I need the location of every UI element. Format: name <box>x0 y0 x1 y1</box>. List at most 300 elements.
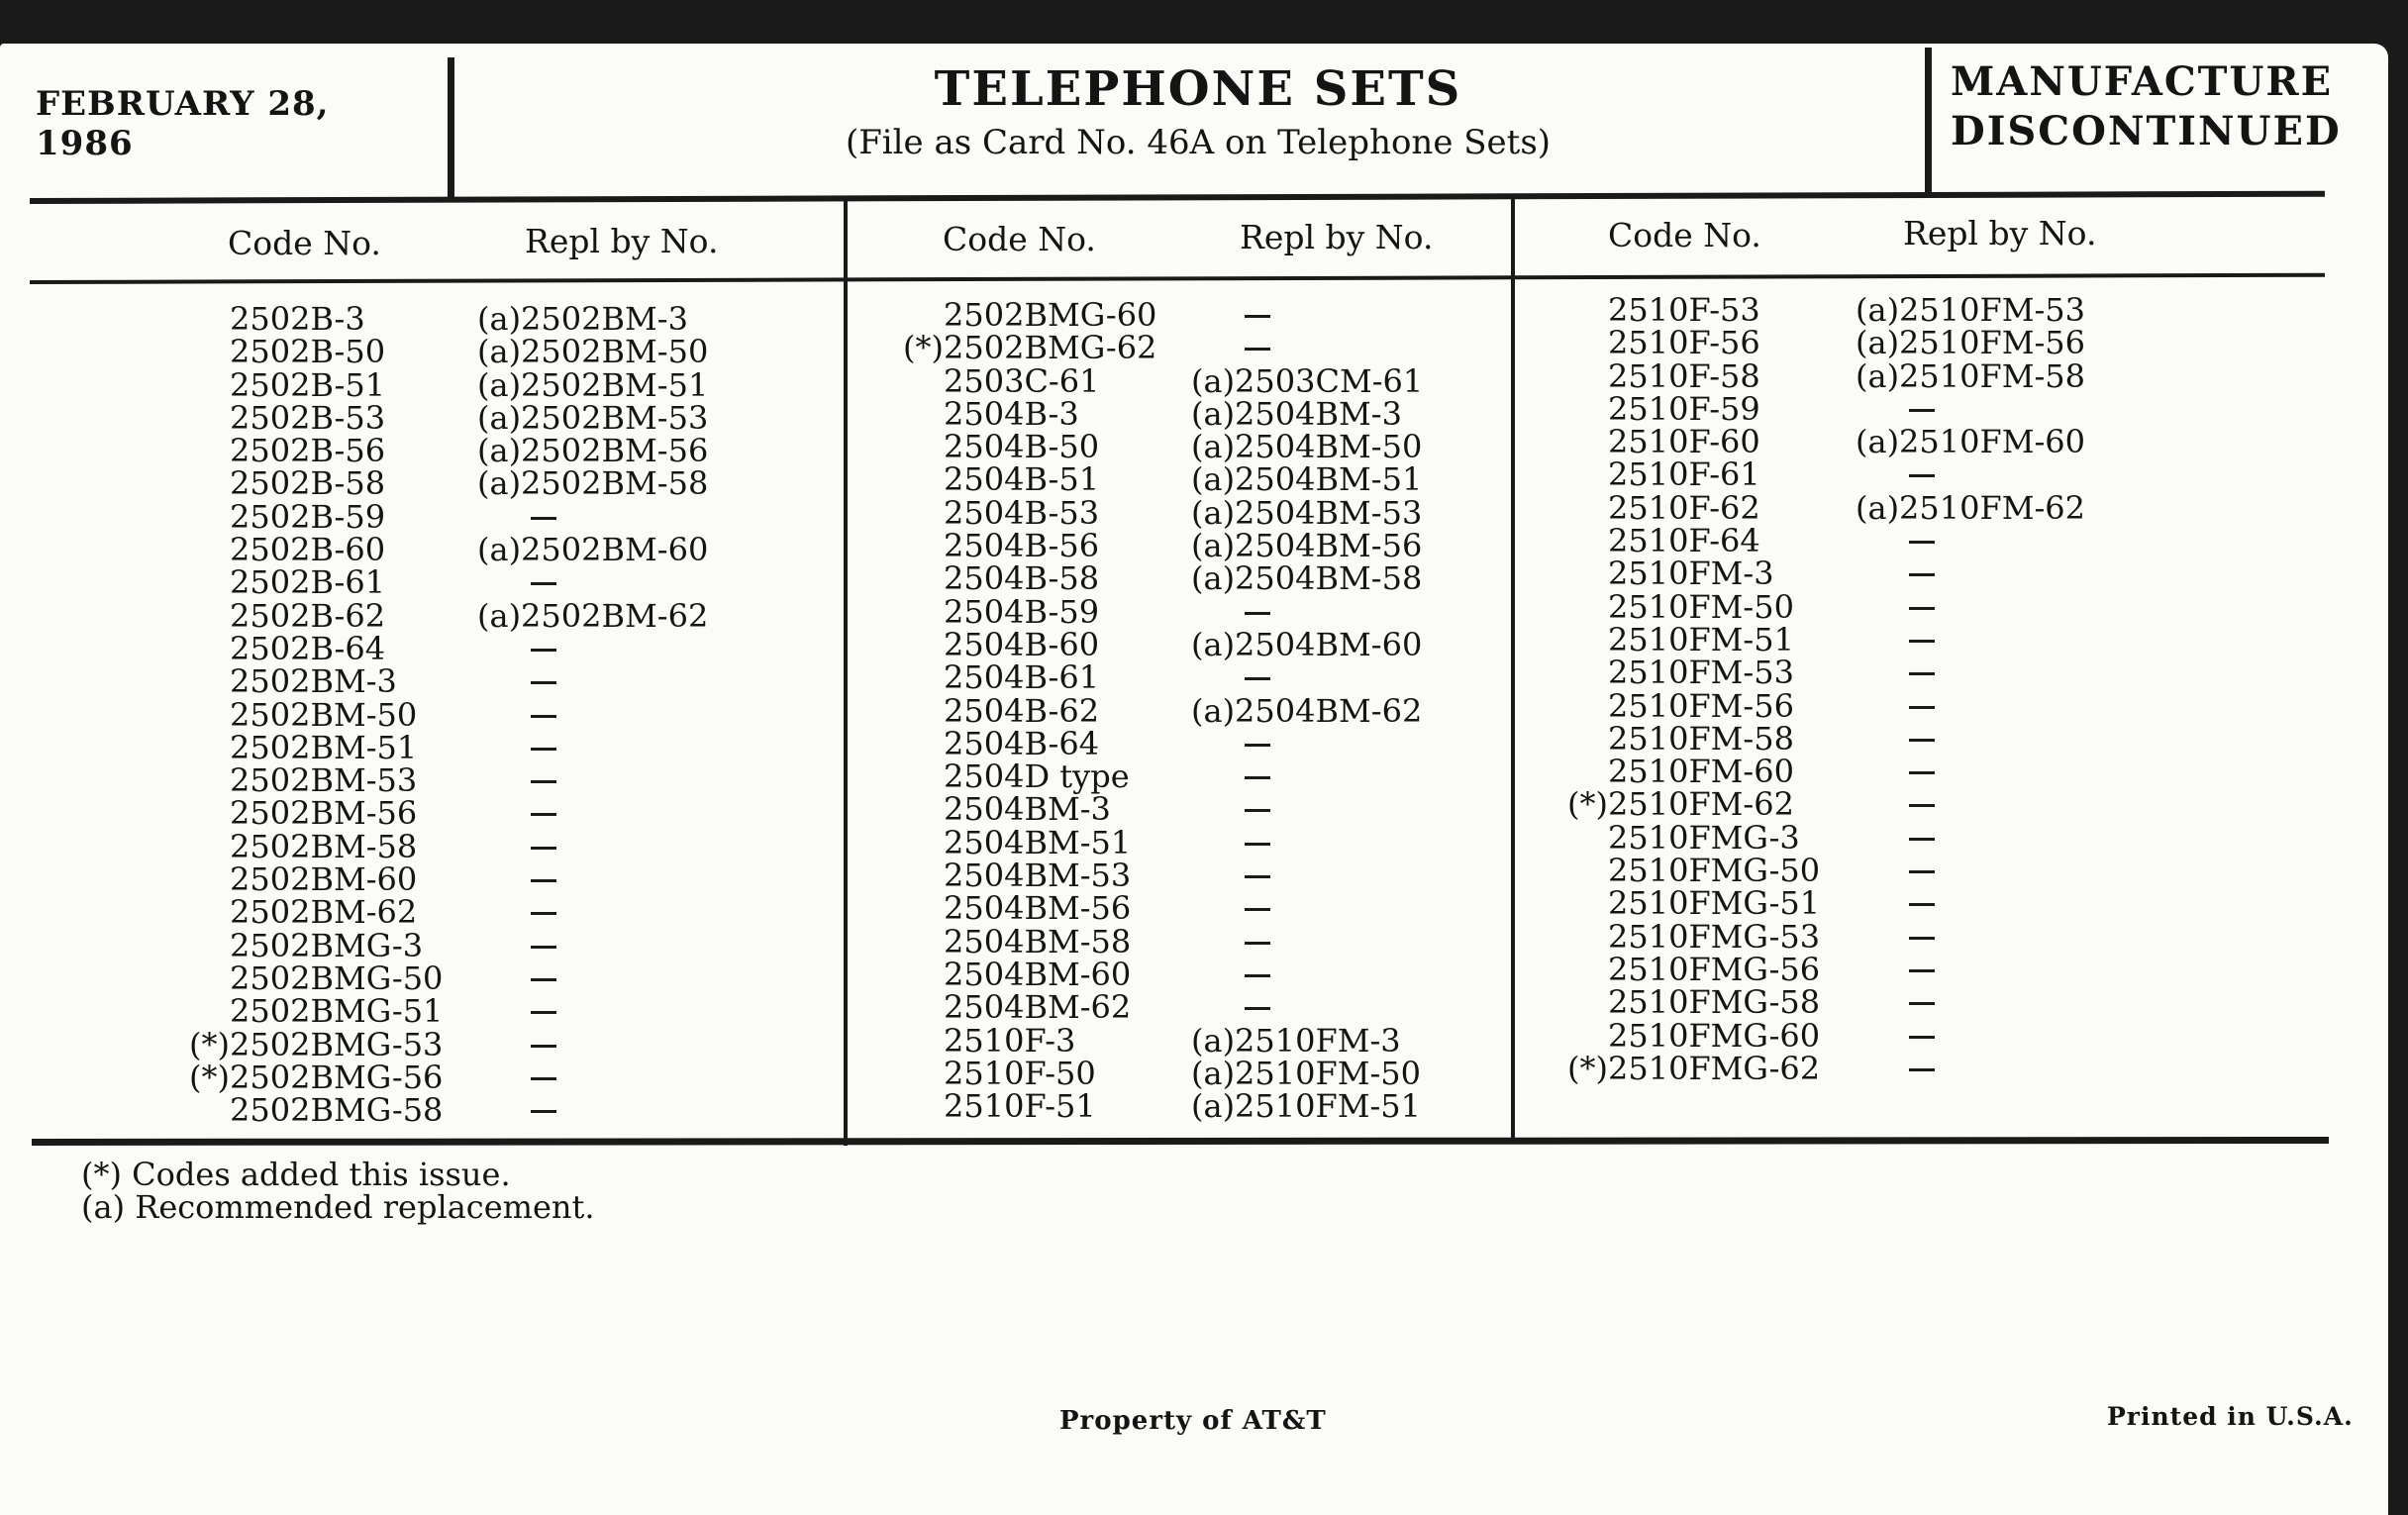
col2-repl-header: Repl by No. <box>1240 218 1434 256</box>
table-row <box>230 860 745 899</box>
table-row <box>944 922 1458 960</box>
code-text: 2510F-56 <box>1608 324 1760 362</box>
title-block <box>465 57 1931 162</box>
table-row <box>1608 686 2123 725</box>
code-number <box>230 333 477 371</box>
replacement-number: (a)2504BM-50 <box>1191 428 1423 466</box>
table-row <box>230 992 745 1031</box>
table-row <box>230 827 745 865</box>
no-replacement-dash <box>1856 954 2123 986</box>
code-number <box>230 596 477 635</box>
no-replacement-dash <box>477 764 745 797</box>
no-replacement-dash <box>477 831 745 863</box>
code-text: 2502B-56 <box>230 432 386 470</box>
code-text: 2502BM-60 <box>230 860 418 899</box>
code-text: 2510FM-53 <box>1608 654 1794 692</box>
replacement-number: (a)2502BM-62 <box>477 596 709 635</box>
code-text: 2510F-51 <box>944 1087 1096 1126</box>
code-number <box>944 758 1191 796</box>
header-divider-right <box>1925 48 1932 192</box>
code-text: 2510FMG-53 <box>1608 917 1821 956</box>
col3-code-header: Code No. <box>1608 216 1761 254</box>
code-number <box>230 531 477 569</box>
replacement-number: (a)2502BM-50 <box>477 333 709 371</box>
no-replacement-dash <box>477 566 745 599</box>
column-divider-1 <box>844 201 848 1146</box>
no-replacement-dash <box>1856 822 2123 855</box>
dash-mark <box>1245 612 1270 615</box>
no-replacement-dash <box>1191 926 1458 959</box>
code-text: 2504B-62 <box>944 691 1100 730</box>
no-replacement-dash <box>1191 991 1458 1024</box>
code-number <box>230 1091 477 1130</box>
code-number <box>944 857 1191 895</box>
code-number <box>230 926 477 964</box>
table-row <box>230 629 745 667</box>
dash-mark <box>1909 474 1935 477</box>
footnote-recommended: (a) Recommended replacement. <box>81 1188 595 1226</box>
code-text: 2510FM-50 <box>1608 587 1794 626</box>
page-title: TELEPHONE SETS <box>934 61 1462 117</box>
code-text: 2504B-51 <box>944 460 1100 499</box>
table-row <box>1608 389 2123 428</box>
code-number <box>944 460 1191 499</box>
code-number <box>1608 455 1856 494</box>
footnotes <box>81 1156 595 1226</box>
code-text: 2510F-58 <box>1608 356 1760 395</box>
table-row <box>944 592 1458 631</box>
replacement-number: (a)2510FM-51 <box>1191 1087 1421 1126</box>
dash-mark <box>531 715 556 718</box>
table-row <box>1608 620 2123 658</box>
no-replacement-dash <box>477 1061 745 1094</box>
code-text: 2510FMG-62 <box>1608 1049 1821 1087</box>
table-row <box>1608 917 2123 956</box>
table-row <box>230 959 745 997</box>
table-row <box>944 1021 1458 1060</box>
code-text: 2502B-53 <box>230 398 386 437</box>
code-number <box>944 988 1191 1027</box>
no-replacement-dash <box>1191 661 1458 694</box>
code-number <box>1608 917 1856 956</box>
code-number <box>1608 324 1856 362</box>
table-row <box>230 695 745 734</box>
table-row <box>944 724 1458 762</box>
code-number <box>944 724 1191 762</box>
code-text: 2502B-61 <box>230 563 386 602</box>
table-row <box>944 296 1458 334</box>
table-row <box>1608 884 2123 923</box>
code-number <box>230 497 477 536</box>
code-text: 2502B-64 <box>230 629 386 667</box>
code-text: 2504BM-53 <box>944 857 1132 895</box>
no-replacement-dash <box>1856 656 2123 689</box>
code-number <box>1608 686 1856 725</box>
code-number <box>230 860 477 899</box>
col2-code-header: Code No. <box>943 220 1096 258</box>
replacement-number: (a)2504BM-51 <box>1191 460 1423 499</box>
code-text: 2502BM-62 <box>230 893 418 932</box>
no-replacement-dash <box>1191 793 1458 826</box>
code-number <box>230 761 477 800</box>
table-row <box>944 428 1458 466</box>
table-row <box>944 493 1458 532</box>
dash-mark <box>531 813 556 816</box>
code-number <box>1608 423 1856 461</box>
code-number <box>1608 852 1856 890</box>
table-row <box>230 464 745 503</box>
table-row <box>944 955 1458 993</box>
code-number <box>1608 389 1856 428</box>
code-number <box>944 527 1191 565</box>
code-text: 2504B-56 <box>944 527 1100 565</box>
code-text: 2502B-59 <box>230 497 386 536</box>
code-list-column-1 <box>189 300 745 1130</box>
code-text: 2504B-60 <box>944 625 1100 663</box>
replacement-number: (a)2504BM-60 <box>1191 625 1423 663</box>
code-text: 2504B-53 <box>944 493 1100 532</box>
code-text: 2510F-50 <box>944 1054 1096 1092</box>
code-number <box>230 464 477 503</box>
table-row <box>944 460 1458 499</box>
code-text: 2502B-50 <box>230 333 386 371</box>
status-line-2: DISCONTINUED <box>1951 108 2342 154</box>
table-row <box>903 329 1458 367</box>
dash-mark <box>1245 875 1270 878</box>
table-row <box>230 398 745 437</box>
table-row <box>944 527 1458 565</box>
no-replacement-dash <box>477 501 745 534</box>
code-number <box>230 794 477 833</box>
col1-repl-header: Repl by No. <box>525 222 719 260</box>
code-text: 2510F-64 <box>1608 522 1760 560</box>
code-text: 2510FMG-58 <box>1608 983 1821 1022</box>
code-text: 2504BM-60 <box>944 955 1132 993</box>
dash-mark <box>531 780 556 783</box>
code-list-column-3 <box>1567 291 2123 1087</box>
code-text: 2502BMG-50 <box>230 959 444 997</box>
dash-mark <box>1909 838 1935 841</box>
replacement-number: (a)2510FM-62 <box>1856 488 2085 527</box>
no-replacement-dash <box>1856 624 2123 656</box>
code-number <box>1608 555 1856 593</box>
table-row <box>944 361 1458 400</box>
no-replacement-dash <box>1856 986 2123 1019</box>
table-row <box>1608 423 2123 461</box>
dash-mark <box>1909 672 1935 675</box>
dash-mark <box>1245 843 1270 846</box>
no-replacement-dash <box>1856 788 2123 821</box>
table-row <box>1608 753 2123 791</box>
code-text: 2504B-50 <box>944 428 1100 466</box>
replacement-number: (a)2510FM-3 <box>1191 1021 1401 1060</box>
no-replacement-dash <box>477 633 745 665</box>
no-replacement-dash <box>1856 393 2123 426</box>
code-text: 2510F-60 <box>1608 423 1760 461</box>
code-text: 2504D type <box>944 758 1130 796</box>
code-text: 2510FMG-60 <box>1608 1016 1821 1055</box>
code-number <box>189 1058 477 1096</box>
code-text: 2510FM-56 <box>1608 686 1794 725</box>
table-row <box>230 432 745 470</box>
table-row <box>944 625 1458 663</box>
code-number <box>230 827 477 865</box>
code-text: 2502BMG-58 <box>230 1091 444 1130</box>
code-text: 2504B-58 <box>944 559 1100 598</box>
code-number <box>1608 291 1856 329</box>
code-text: 2504B-64 <box>944 724 1100 762</box>
dash-mark <box>1245 677 1270 680</box>
no-replacement-dash <box>477 962 745 995</box>
code-number <box>230 365 477 404</box>
code-text: 2502B-3 <box>230 300 365 338</box>
code-number <box>1608 983 1856 1022</box>
table-row <box>230 531 745 569</box>
code-text: 2510FMG-3 <box>1608 818 1800 857</box>
dash-mark <box>1909 903 1935 906</box>
table-row <box>1608 555 2123 593</box>
no-replacement-dash <box>1191 959 1458 991</box>
code-text: 2510FM-58 <box>1608 719 1794 758</box>
code-number <box>944 1087 1191 1126</box>
code-number <box>944 955 1191 993</box>
code-number <box>230 959 477 997</box>
code-number <box>1608 356 1856 395</box>
dash-mark <box>1245 315 1270 318</box>
code-number <box>230 695 477 734</box>
code-number <box>230 300 477 338</box>
col1-code-header: Code No. <box>228 224 381 262</box>
dash-mark <box>531 879 556 882</box>
replacement-number: (a)2502BM-53 <box>477 398 709 437</box>
dash-mark <box>531 681 556 684</box>
table-row <box>1608 719 2123 758</box>
code-number <box>230 563 477 602</box>
code-number <box>1608 719 1856 758</box>
dash-mark <box>1909 607 1935 610</box>
replacement-number: (a)2504BM-56 <box>1191 527 1423 565</box>
code-text: 2510FM-51 <box>1608 620 1794 658</box>
header-divider-left <box>448 57 454 202</box>
dash-mark <box>531 517 556 520</box>
code-text: 2502BM-58 <box>230 827 418 865</box>
no-replacement-dash <box>1856 591 2123 624</box>
dash-mark <box>531 912 556 915</box>
dash-mark <box>1909 739 1935 742</box>
table-row <box>230 728 745 766</box>
table-row <box>1608 587 2123 626</box>
code-number <box>944 296 1191 334</box>
replacement-number: (a)2504BM-3 <box>1191 394 1402 433</box>
table-row <box>230 300 745 338</box>
code-text: 2510FM-60 <box>1608 753 1794 791</box>
no-replacement-dash <box>1856 458 2123 491</box>
code-text: 2510F-62 <box>1608 488 1760 527</box>
code-text: 2510F-53 <box>1608 291 1760 329</box>
code-number <box>944 361 1191 400</box>
code-text: 2510FMG-56 <box>1608 950 1821 988</box>
code-number <box>1608 753 1856 791</box>
code-number <box>944 559 1191 598</box>
table-row <box>1608 522 2123 560</box>
replacement-number: (a)2502BM-56 <box>477 432 709 470</box>
page-subtitle: (File as Card No. 46A on Telephone Sets) <box>845 123 1552 162</box>
no-replacement-dash <box>1856 525 2123 557</box>
replacement-number: (a)2504BM-62 <box>1191 691 1423 730</box>
table-row <box>189 1025 745 1063</box>
code-number <box>230 992 477 1031</box>
code-number <box>1608 654 1856 692</box>
dash-mark <box>531 1077 556 1080</box>
table-row <box>1608 818 2123 857</box>
table-row <box>944 823 1458 861</box>
code-text: 2504BM-58 <box>944 922 1132 960</box>
dash-mark <box>1909 937 1935 940</box>
code-text: 2504BM-51 <box>944 823 1132 861</box>
table-row <box>944 658 1458 697</box>
code-number <box>189 1025 477 1063</box>
replacement-number: (a)2502BM-3 <box>477 300 688 338</box>
code-number <box>944 790 1191 829</box>
no-replacement-dash <box>477 699 745 732</box>
code-number <box>944 922 1191 960</box>
code-number <box>230 398 477 437</box>
dash-mark <box>1909 573 1935 576</box>
code-number <box>230 893 477 932</box>
no-replacement-dash <box>477 930 745 962</box>
code-text: 2510FMG-51 <box>1608 884 1821 923</box>
code-text: 2504B-3 <box>944 394 1079 433</box>
added-marker: (*) <box>1567 785 1608 824</box>
table-row <box>944 1087 1458 1126</box>
replacement-number: (a)2510FM-60 <box>1856 423 2085 461</box>
added-marker: (*) <box>189 1025 230 1063</box>
dash-mark <box>531 946 556 949</box>
code-text: 2502BM-56 <box>230 794 418 833</box>
code-number <box>1567 785 1856 824</box>
no-replacement-dash <box>1191 760 1458 793</box>
no-replacement-dash <box>1856 887 2123 920</box>
replacement-number: (a)2502BM-58 <box>477 464 709 503</box>
table-row <box>189 1058 745 1096</box>
table-row <box>944 559 1458 598</box>
code-number <box>903 329 1191 367</box>
code-number <box>1608 488 1856 527</box>
no-replacement-dash <box>1191 596 1458 629</box>
code-number <box>944 394 1191 433</box>
code-number <box>944 1054 1191 1092</box>
code-list-column-2 <box>903 296 1458 1126</box>
table-row <box>1608 983 2123 1022</box>
code-number <box>1608 620 1856 658</box>
code-number <box>1608 1016 1856 1055</box>
code-text: 2504BM-62 <box>944 988 1132 1027</box>
code-number <box>230 629 477 667</box>
dash-mark <box>1909 771 1935 774</box>
added-marker: (*) <box>903 329 944 367</box>
code-number <box>230 432 477 470</box>
dash-mark <box>1909 870 1935 873</box>
dash-mark <box>531 1110 556 1113</box>
no-replacement-dash <box>1856 1053 2123 1085</box>
dash-mark <box>1909 640 1935 643</box>
table-row <box>1608 488 2123 527</box>
replacement-number: (a)2502BM-51 <box>477 365 709 404</box>
code-text: 2502BMG-60 <box>944 296 1157 334</box>
code-text: 2502BM-50 <box>230 695 418 734</box>
dash-mark <box>1909 804 1935 807</box>
code-text: 2510FMG-50 <box>1608 852 1821 890</box>
dash-mark <box>1245 974 1270 977</box>
code-text: 2502BMG-56 <box>230 1058 444 1096</box>
table-row <box>944 857 1458 895</box>
printed-notice: Printed in U.S.A. <box>2107 1402 2354 1431</box>
dash-mark <box>531 978 556 981</box>
no-replacement-dash <box>1191 892 1458 925</box>
code-text: 2510F-3 <box>944 1021 1076 1060</box>
table-row <box>1608 950 2123 988</box>
table-row <box>1608 291 2123 329</box>
code-number <box>1608 522 1856 560</box>
issue-date: FEBRUARY 28, 1986 <box>36 84 330 163</box>
dash-mark <box>1245 348 1270 351</box>
code-number <box>944 428 1191 466</box>
table-row <box>944 394 1458 433</box>
code-text: 2502B-60 <box>230 531 386 569</box>
dash-mark <box>1909 706 1935 709</box>
table-row <box>1608 324 2123 362</box>
table-row <box>1567 1049 2123 1087</box>
code-number <box>230 728 477 766</box>
code-text: 2504B-61 <box>944 658 1100 697</box>
code-number <box>1608 884 1856 923</box>
table-row <box>1567 785 2123 824</box>
property-notice: Property of AT&T <box>1059 1406 1327 1436</box>
code-text: 2502B-62 <box>230 596 386 635</box>
code-number <box>944 823 1191 861</box>
no-replacement-dash <box>1856 723 2123 756</box>
replacement-number: (a)2510FM-50 <box>1191 1054 1421 1092</box>
code-text: 2502B-58 <box>230 464 386 503</box>
code-number <box>944 889 1191 928</box>
code-number <box>944 691 1191 730</box>
dash-mark <box>1909 969 1935 972</box>
code-text: 2502BM-3 <box>230 662 397 701</box>
table-row <box>944 1054 1458 1092</box>
no-replacement-dash <box>477 1029 745 1061</box>
dash-mark <box>1245 942 1270 945</box>
code-text: 2502BMG-53 <box>230 1025 444 1063</box>
dash-mark <box>531 748 556 751</box>
code-text: 2502BMG-3 <box>230 926 424 964</box>
dash-mark <box>1909 1002 1935 1005</box>
replacement-number: (a)2510FM-53 <box>1856 291 2085 329</box>
no-replacement-dash <box>477 863 745 896</box>
no-replacement-dash <box>477 1094 745 1127</box>
code-number <box>944 625 1191 663</box>
dash-mark <box>1909 541 1935 544</box>
no-replacement-dash <box>1856 756 2123 788</box>
table-row <box>1608 1016 2123 1055</box>
table-row <box>230 563 745 602</box>
no-replacement-dash <box>1856 921 2123 954</box>
col3-repl-header: Repl by No. <box>1903 214 2097 252</box>
code-text: 2504BM-3 <box>944 790 1111 829</box>
code-text: 2510F-61 <box>1608 455 1760 494</box>
code-text: 2510F-59 <box>1608 389 1760 428</box>
table-row <box>1608 455 2123 494</box>
code-text: 2504BM-56 <box>944 889 1132 928</box>
